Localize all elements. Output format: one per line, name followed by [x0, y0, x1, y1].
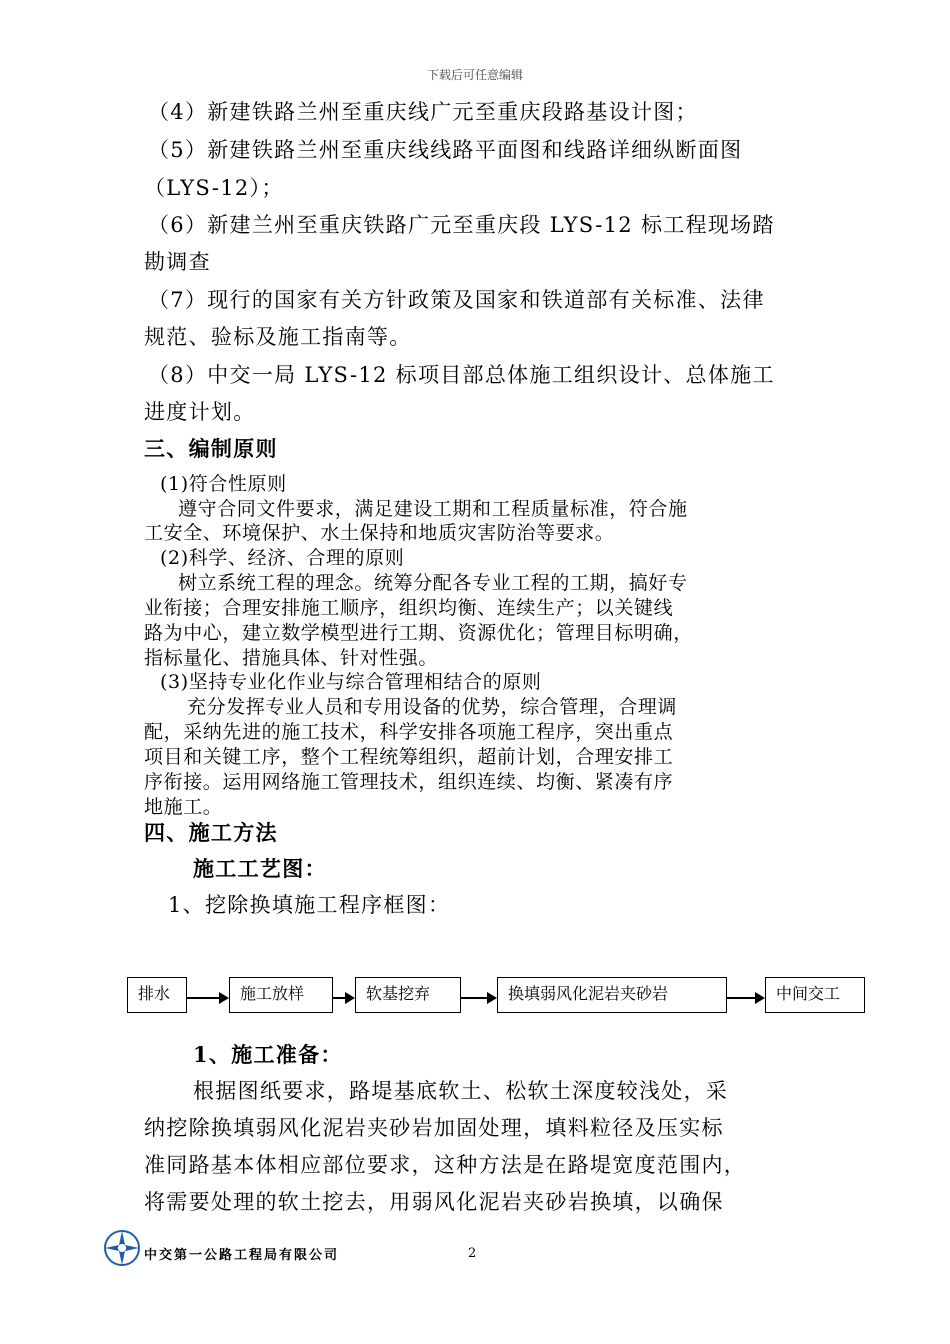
process-diagram-heading: 施工工艺图：: [193, 856, 327, 881]
flow-step-replacement: 换填弱风化泥岩夹砂岩: [497, 977, 727, 1013]
principle-1-line2: 工安全、环境保护、水土保持和地质灾害防治等要求。: [144, 522, 615, 544]
section-3-heading: 三、编制原则: [144, 436, 278, 461]
footer-company-name: 中交第一公路工程局有限公司: [144, 1248, 340, 1263]
principle-3-line4: 序衔接。运用网络施工管理技术，组织连续、均衡、紧凑有序: [144, 771, 674, 793]
paragraph-8-line2: 进度计划。: [144, 400, 256, 424]
download-note: 下载后可任意编辑: [426, 68, 523, 82]
flow-step-excavation: 软基挖弃: [355, 977, 461, 1013]
section-4-heading: 四、施工方法: [144, 820, 278, 845]
paragraph-7-line2: 规范、验标及施工指南等。: [144, 325, 412, 349]
flow-arrow-3: [461, 997, 495, 999]
principle-3-line1: 充分发挥专业人员和专用设备的优势，综合管理，合理调: [187, 696, 678, 718]
principle-2-line3: 路为中心，建立数学模型进行工期、资源优化；管理目标明确，: [144, 622, 693, 644]
flow-arrow-1: [187, 997, 227, 999]
preparation-line1: 根据图纸要求，路堤基底软土、松软土深度较浅处，采: [193, 1079, 729, 1103]
principle-3-title: (3)坚持专业化作业与综合管理相结合的原则: [160, 671, 542, 693]
principle-2-line2: 业衔接；合理安排施工顺序，组织均衡、连续生产；以关键线: [144, 597, 674, 619]
principle-1-title: (1)符合性原则: [160, 473, 287, 495]
paragraph-6-line2: 勘调查: [144, 250, 211, 274]
flow-arrow-4: [727, 997, 763, 999]
principle-3-line2: 配，采纳先进的施工技术，科学安排各项施工程序，突出重点: [144, 721, 674, 743]
preparation-line2: 纳挖除换填弱风化泥岩夹砂岩加固处理，填料粒径及压实标: [144, 1116, 724, 1140]
flow-arrow-2: [333, 997, 353, 999]
principle-2-line1: 树立系统工程的理念。统筹分配各专业工程的工期，搞好专: [178, 572, 688, 594]
company-logo-icon: [102, 1228, 142, 1268]
principle-2-title: (2)科学、经济、合理的原则: [160, 547, 405, 569]
paragraph-7-line1: （7）现行的国家有关方针政策及国家和铁道部有关标准、法律: [148, 288, 765, 312]
paragraph-4: （4）新建铁路兰州至重庆线广元至重庆段路基设计图；: [148, 100, 698, 124]
flow-step-layout: 施工放样: [229, 977, 333, 1013]
flowchart-title: 1、挖除换填施工程序框图：: [168, 893, 451, 917]
principle-3-line5: 地施工。: [144, 796, 223, 818]
principle-3-line3: 项目和关键工序，整个工程统筹组织，超前计划，合理安排工: [144, 746, 674, 768]
preparation-heading: 1、施工准备：: [193, 1042, 343, 1067]
paragraph-8-line1: （8）中交一局 LYS-12 标项目部总体施工组织设计、总体施工: [148, 363, 775, 387]
flow-step-drainage: 排水: [127, 977, 187, 1013]
paragraph-5-line2: （LYS-12）；: [144, 176, 284, 200]
page-number: 2: [468, 1246, 477, 1261]
paragraph-6-line1: （6）新建兰州至重庆铁路广元至重庆段 LYS-12 标工程现场踏: [148, 213, 775, 237]
principle-1-line1: 遵守合同文件要求，满足建设工期和工程质量标准，符合施: [178, 498, 688, 520]
preparation-line4: 将需要处理的软土挖去，用弱风化泥岩夹砂岩换填，以确保: [144, 1190, 724, 1214]
preparation-line3: 准同路基本体相应部位要求，这种方法是在路堤宽度范围内，: [144, 1153, 747, 1177]
flow-step-handover: 中间交工: [765, 977, 865, 1013]
paragraph-5-line1: （5）新建铁路兰州至重庆线线路平面图和线路详细纵断面图: [148, 138, 743, 162]
principle-2-line4: 指标量化、措施具体、针对性强。: [144, 647, 439, 669]
